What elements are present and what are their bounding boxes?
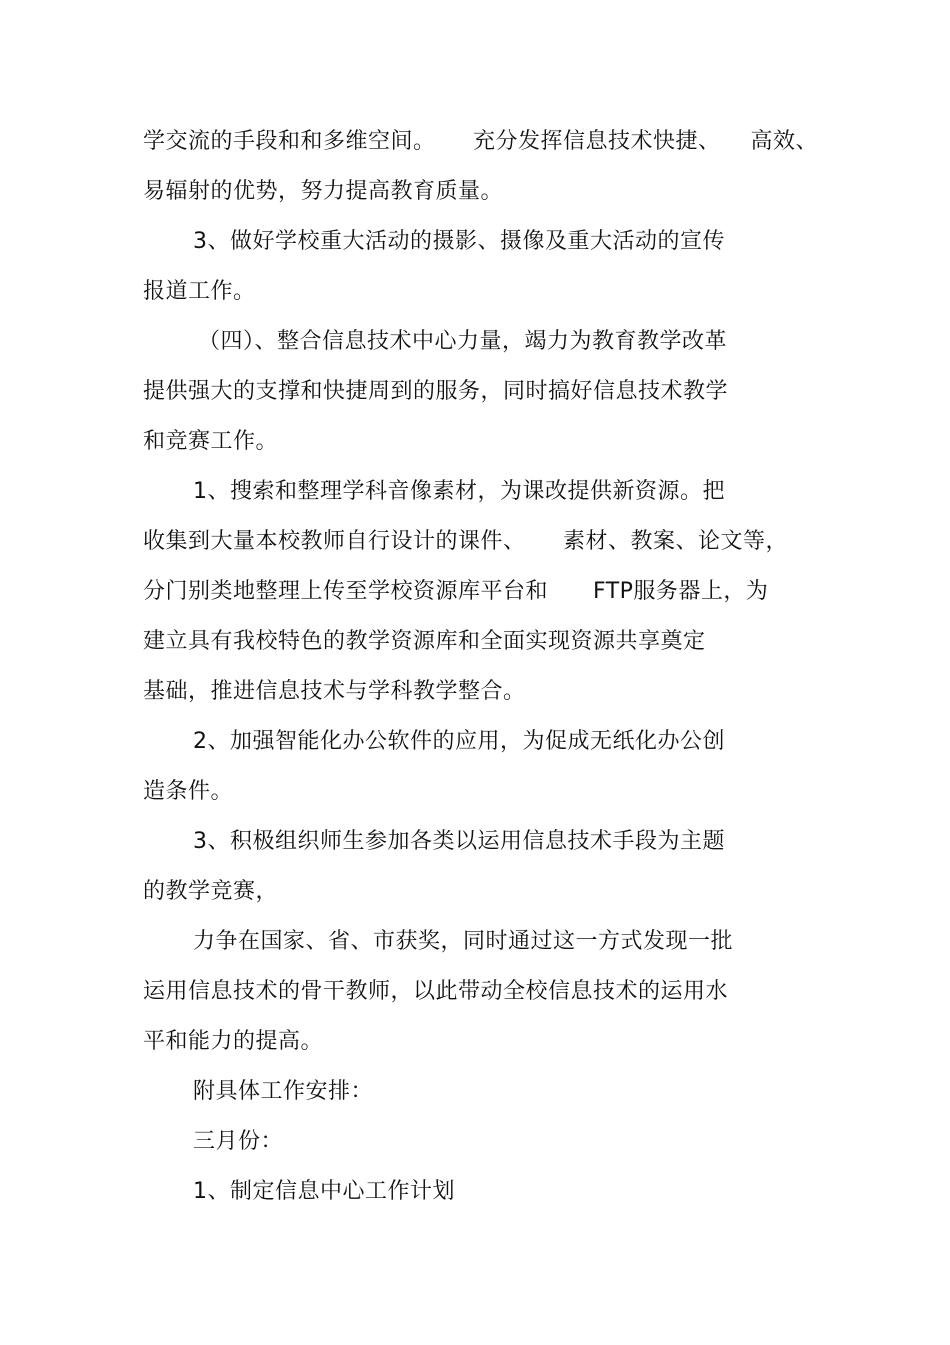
- text-line: 三月份：: [193, 1129, 284, 1154]
- text-line: 平和能力的提高。: [143, 1029, 324, 1054]
- text-line: 和竞赛工作。: [143, 429, 279, 454]
- text-line: 收集到大量本校教师自行设计的课件、 素材、教案、论文等，: [143, 529, 788, 554]
- text-line: （四）、整合信息技术中心力量，竭力为教育教学改革: [198, 329, 728, 354]
- text-line: 分门别类地整理上传至学校资源库平台和 FTP服务器上，为: [143, 579, 769, 604]
- text-line: 2、加强智能化办公软件的应用，为促成无纸化办公创: [193, 729, 725, 754]
- text-line: 3、做好学校重大活动的摄影、摄像及重大活动的宣传: [193, 229, 725, 254]
- text-line: 提供强大的支撑和快捷周到的服务，同时搞好信息技术教学: [143, 379, 729, 404]
- text-line: 易辐射的优势，努力提高教育质量。: [143, 179, 504, 204]
- text-line: 造条件。: [143, 779, 234, 804]
- text-line: 3、积极组织师生参加各类以运用信息技术手段为主题: [193, 829, 725, 854]
- text-line: 力争在国家、省、市获奖，同时通过这一方式发现一批: [193, 929, 734, 954]
- text-line: 学交流的手段和和多维空间。 充分发挥信息技术快捷、 高效、: [143, 129, 818, 154]
- text-line: 建立具有我校特色的教学资源库和全面实现资源共享奠定: [143, 629, 706, 654]
- text-line: 附具体工作安排：: [193, 1079, 374, 1104]
- text-line: 的教学竞赛，: [143, 879, 279, 904]
- text-line: 基础，推进信息技术与学科教学整合。: [143, 679, 526, 704]
- text-line: 1、搜索和整理学科音像素材，为课改提供新资源。把: [193, 479, 725, 504]
- text-line: 1、制定信息中心工作计划: [193, 1179, 455, 1204]
- text-line: 运用信息技术的骨干教师，以此带动全校信息技术的运用水: [143, 979, 729, 1004]
- text-line: 报道工作。: [143, 279, 256, 304]
